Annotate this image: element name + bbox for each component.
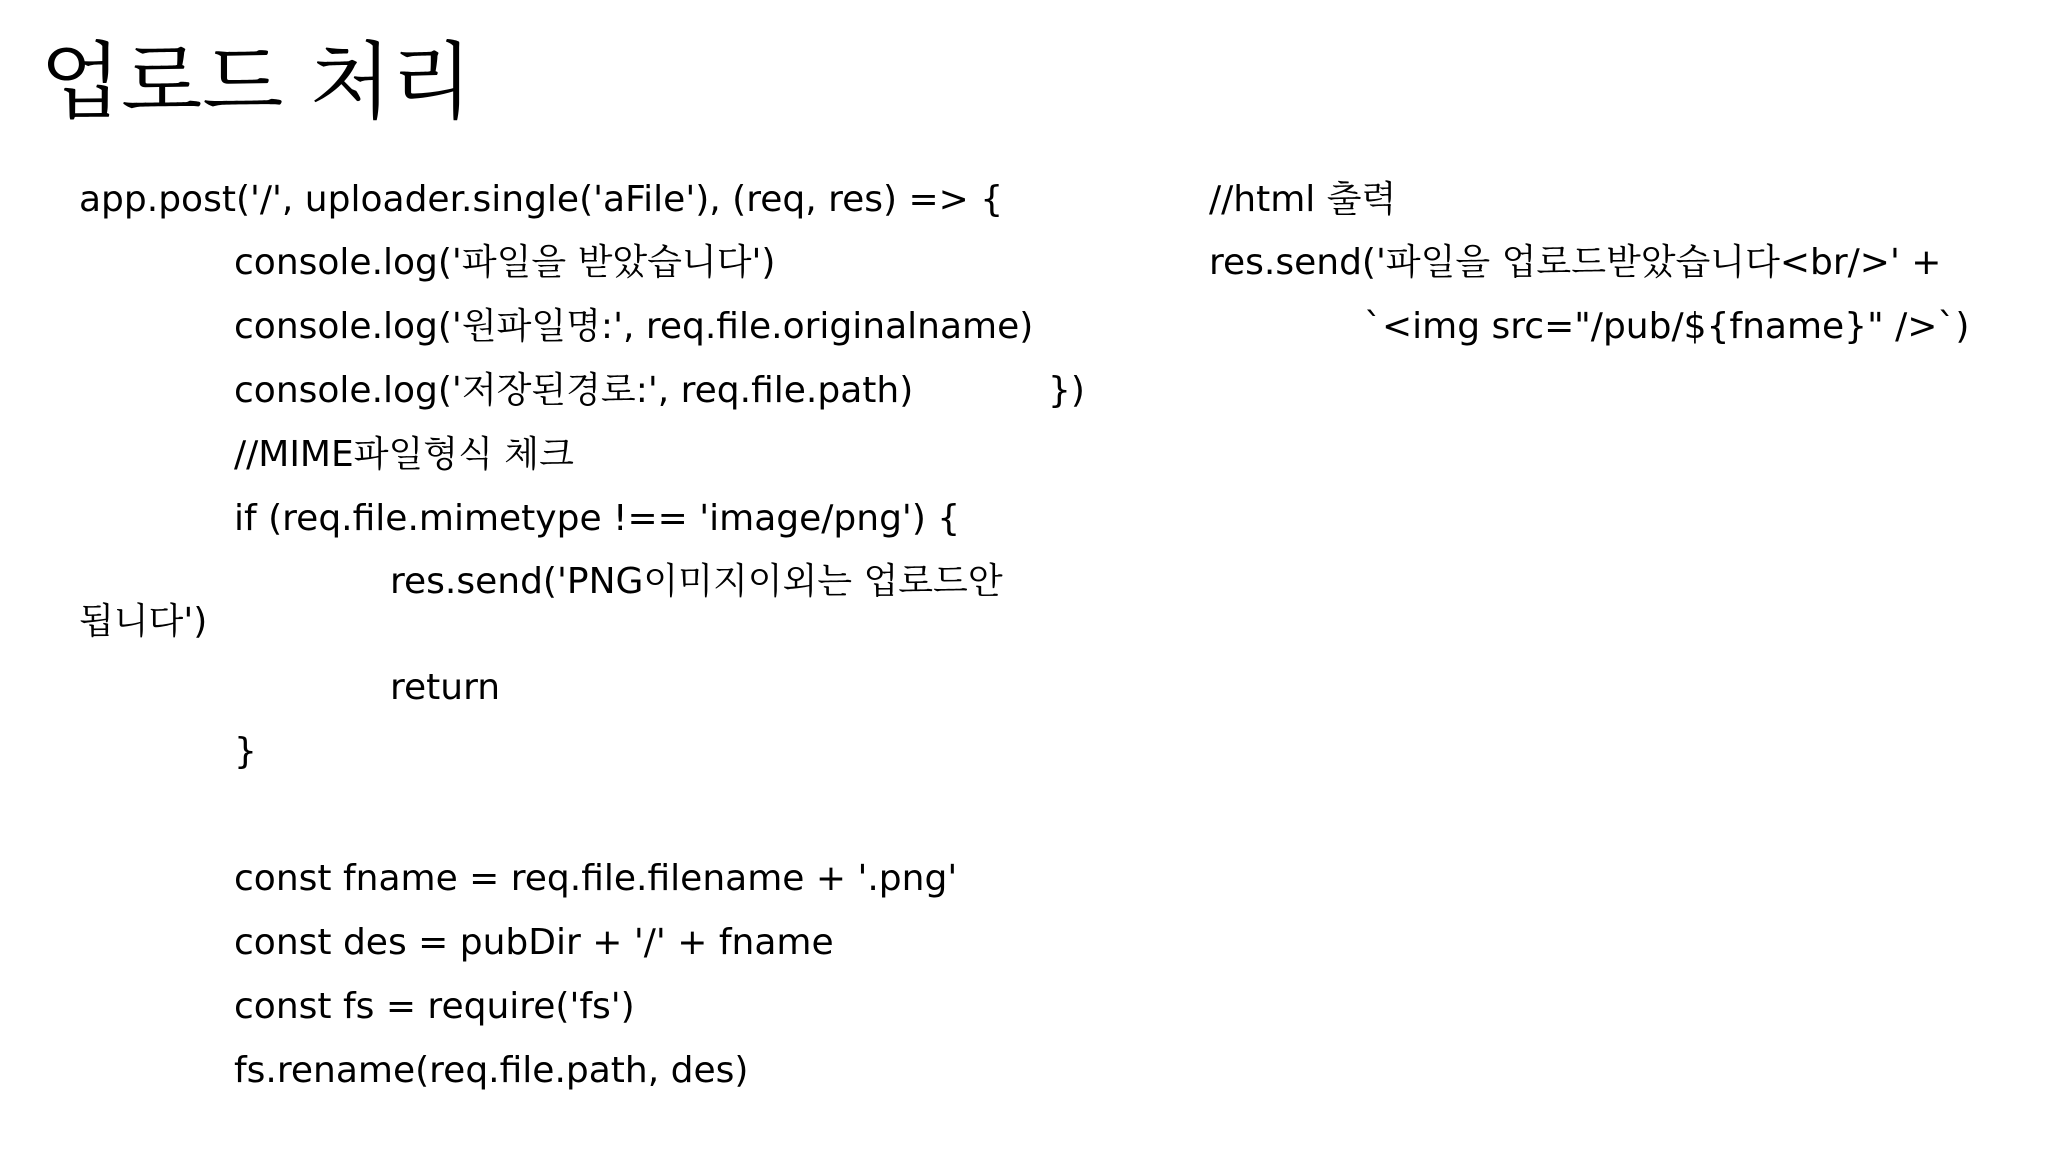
slide-title: 업로드 처리	[40, 33, 473, 131]
code-line-log-received: console.log('파일을 받았습니다')	[234, 242, 776, 283]
code-line-img-template: `<img src="/pub/${fname}" />`)	[1364, 306, 1970, 347]
code-line-mime-comment: //MIME파일형식 체크	[234, 434, 574, 475]
code-line-if-mimetype: if (req.file.mimetype !== 'image/png') {	[234, 498, 961, 539]
code-line-log-originalname: console.log('원파일명:', req.file.originalname)	[234, 306, 1034, 347]
code-line-fs-rename: fs.rename(req.file.path, des)	[234, 1050, 749, 1091]
code-line-log-path: console.log('저장된경로:', req.file.path)	[234, 370, 914, 411]
code-line-html-comment: //html 출력	[1209, 179, 1397, 220]
code-line-app-post: app.post('/', uploader.single('aFile'), (req, res) => {	[79, 179, 1004, 220]
code-line-res-send-error: res.send('PNG이미지이외는 업로드안	[390, 561, 1003, 602]
code-line-return: return	[390, 667, 501, 708]
code-line-res-send-html: res.send('파일을 업로드받았습니다<br/>' +	[1209, 242, 1942, 283]
code-line-const-des: const des = pubDir + '/' + fname	[234, 922, 834, 963]
code-line-close-brace-paren: })	[1048, 370, 1085, 411]
code-line-const-fname: const fname = req.file.filename + '.png'	[234, 858, 958, 899]
code-line-const-fs: const fs = require('fs')	[234, 986, 635, 1027]
code-line-close-brace: }	[234, 731, 257, 772]
code-line-res-send-error-wrap: 됩니다')	[79, 601, 208, 642]
